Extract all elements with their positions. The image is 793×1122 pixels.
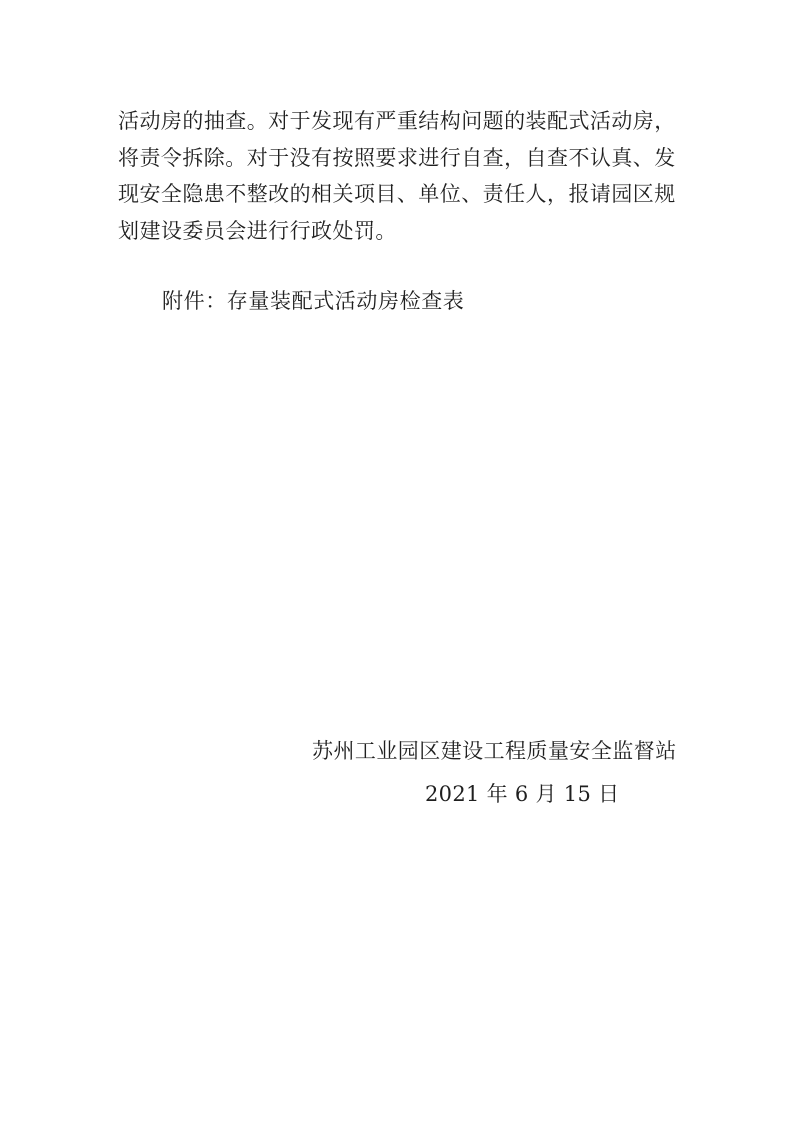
body-paragraph xyxy=(118,103,684,250)
paragraph-line-3: 现安全隐患不整改的相关项目、单位、责任人，报请园区规 xyxy=(118,182,676,207)
paragraph-line-4: 划建设委员会进行行政处罚。 xyxy=(118,219,397,244)
paragraph-line-2: 将责令拆除。对于没有按照要求进行自查，自查不认真、发 xyxy=(118,145,676,170)
attachment-line: 附件：存量装配式活动房检查表 xyxy=(162,289,465,313)
signature-organization: 苏州工业园区建设工程质量安全监督站 xyxy=(312,739,677,763)
signature-date: 2021 年 6 月 15 日 xyxy=(425,782,620,806)
paragraph-line-1: 活动房的抽查。对于发现有严重结构问题的装配式活动房， xyxy=(118,109,676,133)
